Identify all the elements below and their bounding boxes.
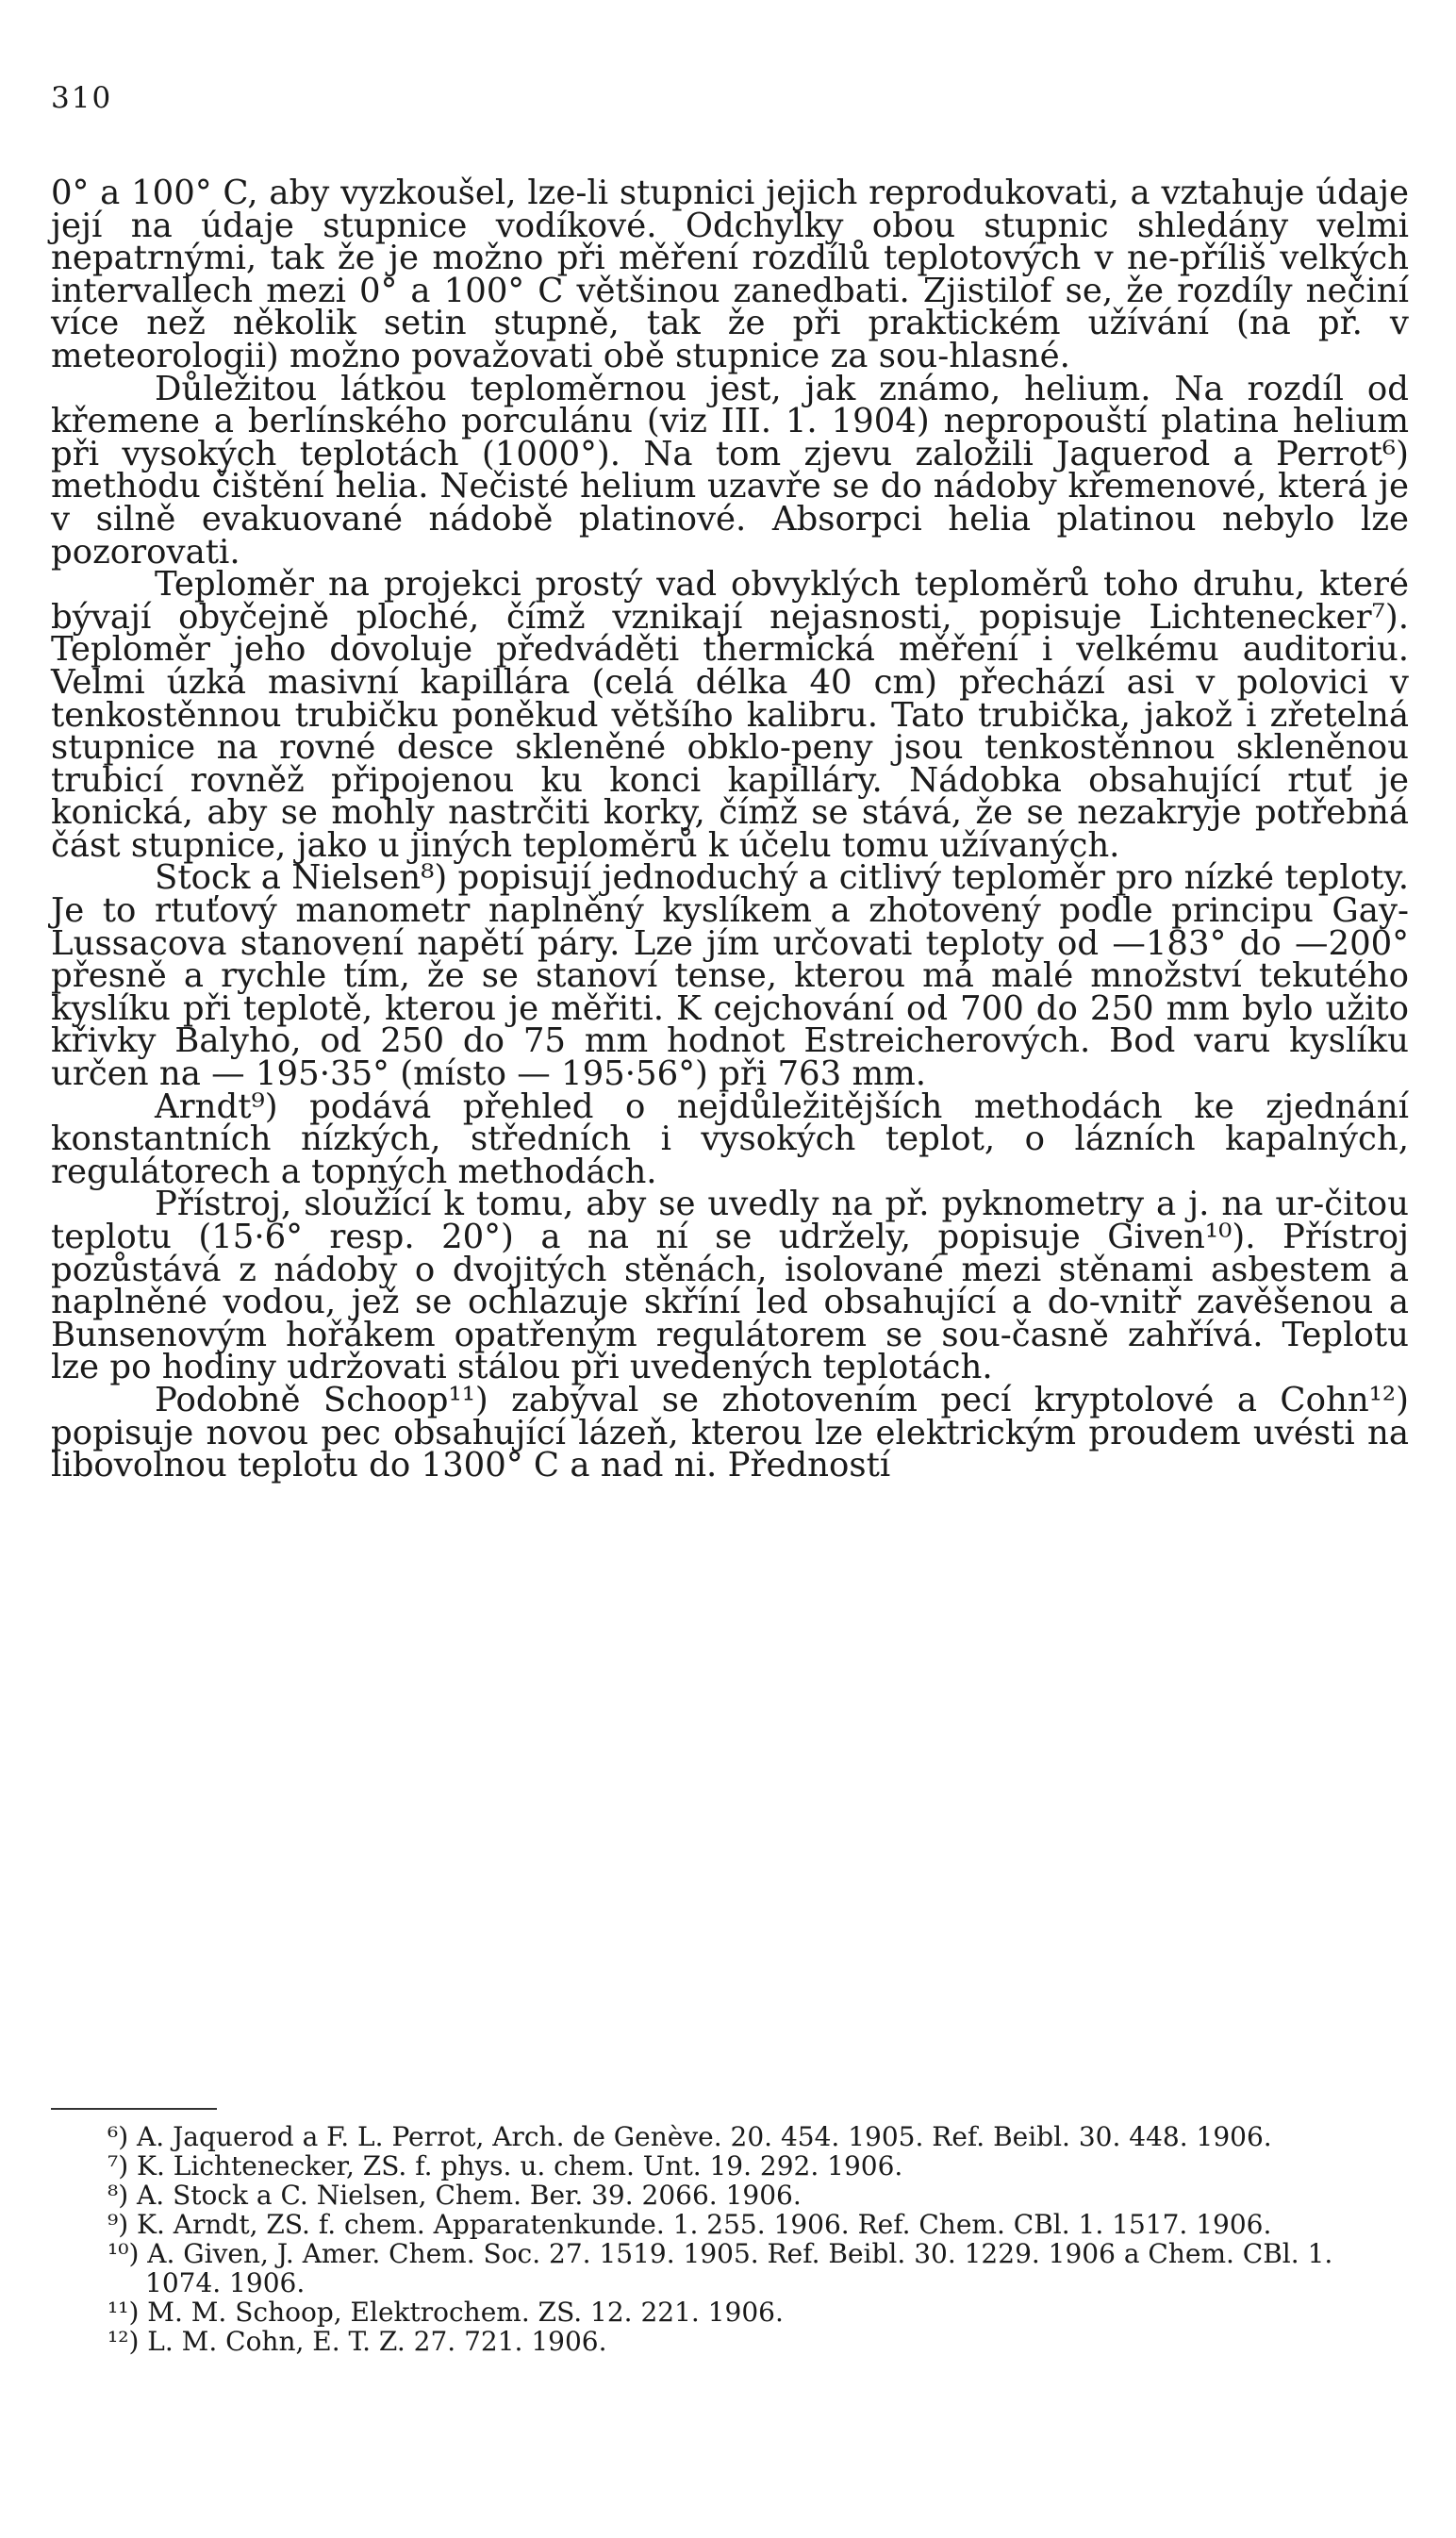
footnote-11: ¹¹) M. M. Schoop, Elektrochem. ZS. 12. 221. 1906. [108, 2297, 784, 2328]
paragraph-3: Teploměr na projekci prostý vad obvyklých teploměrů toho druhu, které bývají obyčejně ploché, čímž vznikají nejasnosti, popisuje Lichtenecker⁷). Teploměr jeho dovoluje předváděti thermická měření i velkému auditoriu. Velmi úzká masivní kapillára (celá délka 40 cm) přechází asi v polovici v tenkostěnnou trubičku poněkud většího kalibru. Tato trubička, jakož i zřetelná stupnice na rovné desce skleněné obklo-peny jsou tenkostěnnou skleněnou trubicí rovněž připojenou ku konci kapilláry. Nádobka obsahující rtuť je konická, aby se mohly nastrčiti korky, čímž se stává, že se nezakryje potřebná část stupnice, jako u jiných teploměrů k účelu tomu užívaných. [51, 565, 1409, 865]
footnotes [51, 2122, 1409, 2356]
footnote-rule [51, 2108, 217, 2110]
page-number: 310 [51, 81, 113, 115]
paragraph-5: Arndt⁹) podává přehled o nejdůležitějších methodách ke zjednání konstantních nízkých, středních i vysokých teplot, o lázních kapalných, regulátorech a topných methodách. [51, 1087, 1409, 1191]
footnote-12: ¹²) L. M. Cohn, E. T. Z. 27. 721. 1906. [108, 2326, 607, 2357]
paragraph-2: Důležitou látkou teploměrnou jest, jak známo, helium. Na rozdíl od křemene a berlínského porculánu (viz III. 1. 1904) nepropouští platina helium při vysokých teplotách (1000°). Na tom zjevu založili Jaquerod a Perrot⁶) methodu čištění helia. Nečisté helium uzavře se do nádoby křemenové, která je v silně evakuované nádobě platinové. Absorpci helia platinou nebylo lze pozorovati. [51, 369, 1409, 572]
paragraph-1: 0° a 100° C, aby vyzkoušel, lze-li stupnici jejich reprodukovati, a vztahuje údaje její na údaje stupnice vodíkové. Odchylky obou stupnic shledány velmi nepatrnými, tak že je možno při měření rozdílů teplotových v ne-příliš velkých intervallech mezi 0° a 100° C většinou zanedbati. Zjistilof se, že rozdíly nečiní více než několik setin stupně, tak že při praktickém užívání (na př. v meteorologii) možno považovati obě stupnice za sou-hlasné. [51, 174, 1409, 375]
footnote-6: ⁶) A. Jaquerod a F. L. Perrot, Arch. de Genève. 20. 454. 1905. Ref. Beibl. 30. 448. 1906. [108, 2121, 1272, 2152]
footnote-8: ⁸) A. Stock a C. Nielsen, Chem. Ber. 39. 2066. 1906. [108, 2180, 802, 2211]
paragraph-6: Přístroj, sloužící k tomu, aby se uvedly na př. pyknometry a j. na ur-čitou teplotu (15·6° resp. 20°) a na ní se udržely, popisuje Given¹⁰). Přístroj pozůstává z nádoby o dvojitých stěnách, isolované mezi stěnami asbestem a naplněné vodou, jež se ochlazuje skříní led obsahující a do-vnitř zavěšenou a Bunsenovým hořákem opatřeným regulátorem se sou-časně zahřívá. Teplotu lze po hodiny udržovati stálou při uvedených teplotách. [51, 1185, 1409, 1387]
paragraph-7: Podobně Schoop¹¹) zabýval se zhotovením pecí kryptolové a Cohn¹²) popisuje novou pec obsahující lázeň, kterou lze elektrickým proudem uvésti na libovolnou teplotu do 1300° C a nad ni. Předností [51, 1380, 1409, 1485]
footnote-10: ¹⁰) A. Given, J. Amer. Chem. Soc. 27. 1519. 1905. Ref. Beibl. 30. 1229. 1906 a Chem. CBl. 1. 1074. 1906. [108, 2238, 1333, 2298]
paragraph-4: Stock a Nielsen⁸) popisují jednoduchý a citlivý teploměr pro nízké teploty. Je to rtuťový manometr naplněný kyslíkem a zhotovený podle principu Gay-Lussacova stanovení napětí páry. Lze jím určovati teploty od —183° do —200° přesně a rychle tím, že se stanoví tense, kterou má malé množství tekutého kyslíku při teplotě, kterou je měřiti. K cejchování od 700 do 250 mm bylo užito křivky Balyho, od 250 do 75 mm hodnot Estreicherových. Bod varu kyslíku určen na — 195·35° (místo — 195·56°) při 763 mm. [51, 858, 1409, 1094]
footnote-9: ⁹) K. Arndt, ZS. f. chem. Apparatenkunde. 1. 255. 1906. Ref. Chem. CBl. 1. 1517. 1906. [108, 2209, 1272, 2240]
body-text [51, 174, 1409, 1485]
footnote-7: ⁷) K. Lichtenecker, ZS. f. phys. u. chem. Unt. 19. 292. 1906. [108, 2150, 903, 2181]
